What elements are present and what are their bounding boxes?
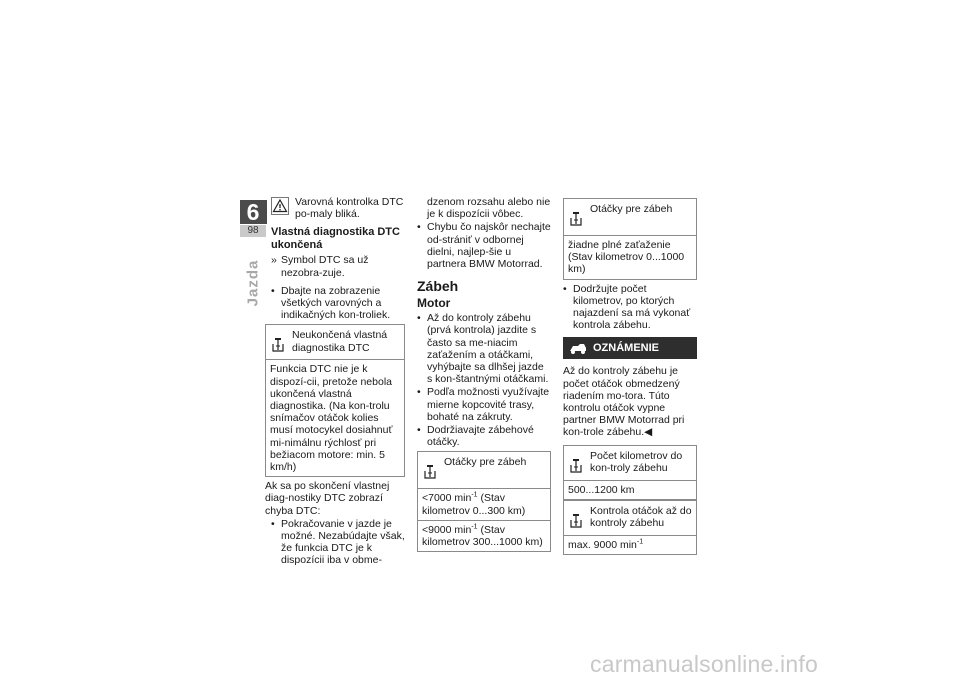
warning-lamp-row — [271, 196, 405, 220]
notice-text-body: Až do kontroly zábehu je počet otáčok obmedzený riadením mo-tora. Túto kontrolu otáčok vypne partner BMW Motorrad pri kon-trole zábehu. — [563, 365, 685, 439]
notice-text — [563, 365, 697, 438]
bullet-item — [417, 221, 551, 270]
break-in-rpm-table — [417, 451, 551, 552]
rpm-exponent: -1 — [471, 523, 478, 531]
column-2 — [417, 196, 551, 555]
table-head-text: Otáčky pre zábeh — [590, 203, 673, 215]
chapter-title: Jazda — [244, 259, 262, 307]
bullet-item — [271, 518, 405, 567]
rpm-exponent: -1 — [471, 491, 478, 499]
table-row — [418, 489, 550, 520]
bullet-mark: • — [417, 312, 421, 325]
table-head-text: Počet kilometrov do kon-troly zábehu — [590, 449, 683, 474]
table-head-text: Otáčky pre zábeh — [444, 456, 527, 469]
bullet-mark: • — [271, 517, 275, 530]
page-number: 98 — [240, 225, 266, 237]
break-in-check-table — [563, 445, 697, 555]
bullet-item-text: Pokračovanie v jazde je možné. Nezabúdajte však, že funkcia DTC je k dispozícii iba v obme- — [281, 517, 405, 567]
bullet-item-text: Dodržujte počet kilometrov, po ktorých najazdení sa má vykonať kontrola zábehu. — [573, 282, 691, 332]
rpm-range: (Stav kilometrov 0...300 km) — [422, 492, 526, 517]
gauge-icon — [568, 211, 584, 229]
gauge-icon — [568, 458, 584, 476]
section-heading-dtc-done: Vlastná diagnostika DTC ukončená — [271, 226, 400, 251]
result-arrow: » — [271, 254, 277, 267]
section-heading-break-in: Zábeh — [417, 278, 459, 295]
table-head — [564, 500, 696, 536]
continued-text — [417, 196, 551, 220]
bullet-mark: • — [417, 386, 421, 399]
table-head — [266, 325, 404, 360]
gauge-icon — [568, 513, 584, 531]
table-row: žiadne plné zaťaženie (Stav kilometrov 0...1000 km) — [568, 239, 685, 276]
rpm-value: <7000 min — [422, 492, 472, 505]
table-head-text: Kontrola otáčok až do kontroly zábehu — [590, 504, 692, 530]
bullet-item — [563, 283, 697, 332]
rpm-value: <9000 min — [422, 523, 472, 536]
rpm-exponent: -1 — [636, 538, 644, 546]
subheading-engine: Motor — [417, 296, 451, 311]
motorcycle-notice-icon — [569, 341, 587, 355]
result-item — [271, 254, 405, 278]
bullet-item-text: Dbajte na zobrazenie všetkých varovných a indikačných kon-troliek. — [281, 284, 391, 322]
continued-text-body: dzenom rozsahu alebo nie je k dispozícii vôbec. — [427, 196, 551, 221]
dtc-info-table — [265, 324, 405, 477]
bullet-mark: • — [417, 221, 421, 234]
table-row — [418, 521, 550, 551]
gauge-icon — [270, 337, 286, 355]
bullet-item-text: Dodržiavajte zábehové otáčky. — [427, 424, 534, 449]
gauge-icon — [422, 464, 438, 482]
table-head — [418, 452, 550, 489]
bullet-item — [417, 312, 551, 385]
end-mark: ◀ — [644, 426, 653, 439]
notice-label: OZNÁMENIE — [593, 342, 659, 355]
table-head-text: Neukončená vlastná diagnostika DTC — [292, 329, 388, 354]
table-row — [564, 536, 696, 554]
bullet-item-text: Podľa možnosti využívajte mierne kopcovité trasy, bohaté na zákruty. — [427, 386, 550, 423]
bullet-mark: • — [563, 282, 567, 295]
chapter-tab-divider — [266, 200, 267, 224]
bullet-item-text: Až do kontroly zábehu (prvá kontrola) jazdite s často sa me-niacim zaťažením a otáčkami, vyhýbajte sa dlhšej jazde s kon-štantnými otáčkami. — [427, 312, 549, 386]
warning-triangle-icon — [271, 197, 289, 215]
rpm-value: max. 9000 min — [568, 538, 637, 551]
notice-banner — [563, 337, 697, 359]
bullet-mark: • — [417, 424, 421, 437]
break-in-load-table — [563, 198, 697, 280]
paragraph: Ak sa po skončení vlastnej diag-nostiky DTC zobrazí chyba DTC: — [265, 480, 390, 517]
rpm-range: (Stav kilometrov 300...1000 km) — [422, 523, 543, 549]
table-row: Funkcia DTC nie je k dispozí-cii, pretože nebola ukončená vlastná diagnostika. (Na kon-trolu snímačov otáčok kolies musí motocykel dosiahnuť mi-nimálnu rýchlosť pri bežiacom motore: min. 5 km/h) — [270, 363, 393, 474]
column-1 — [265, 196, 405, 568]
table-head — [564, 199, 696, 236]
result-item-text: Symbol DTC sa už nezobra-zuje. — [281, 254, 369, 279]
watermark: carmanualsonline.info — [590, 651, 818, 677]
bullet-item-text: Chybu čo najskôr nechajte od-strániť v odbornej dielni, najlep-šie u partnera BMW Motorrad. — [427, 221, 551, 271]
chapter-number: 6 — [240, 200, 266, 224]
bullet-mark: • — [271, 284, 275, 297]
column-3 — [563, 196, 697, 558]
bullet-item — [417, 424, 551, 448]
bullet-item — [271, 285, 405, 322]
table-row: 500...1200 km — [564, 481, 696, 500]
warning-lamp-text: Varovná kontrolka DTC po-maly bliká. — [295, 196, 404, 221]
table-head — [564, 446, 696, 481]
bullet-item — [417, 386, 551, 423]
